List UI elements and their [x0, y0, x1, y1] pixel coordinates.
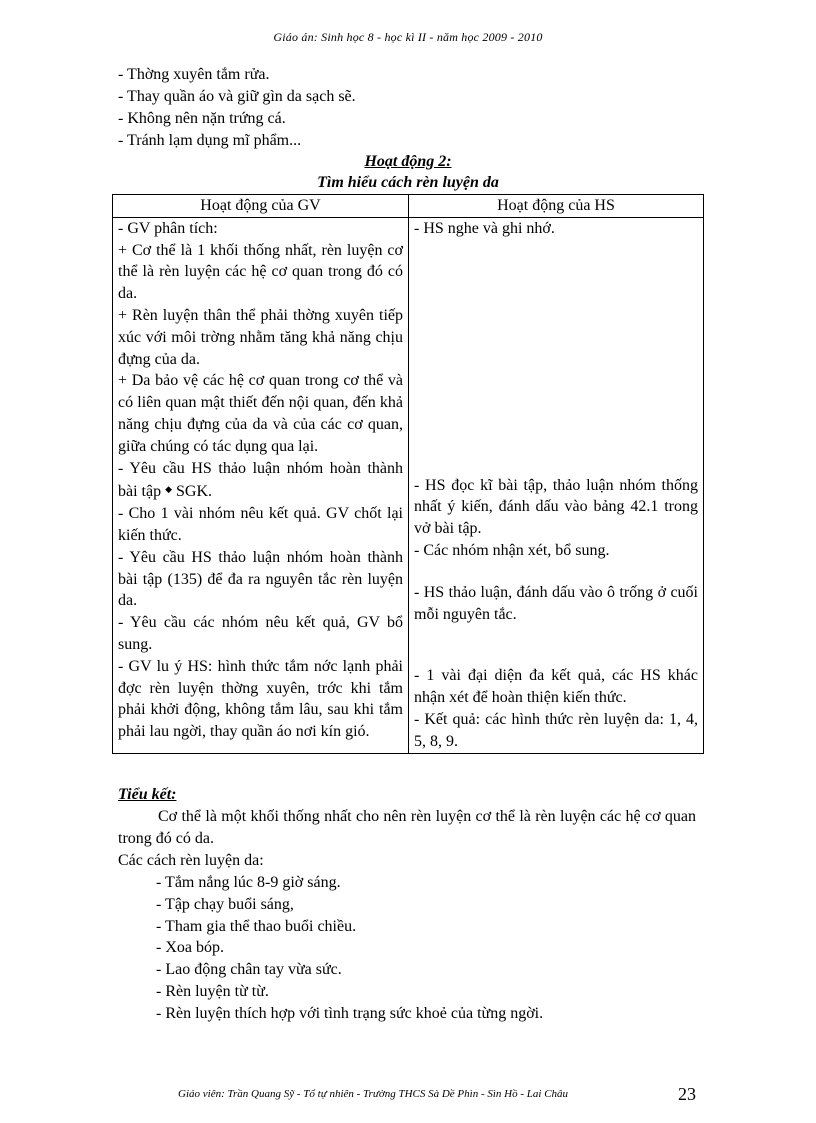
list-item: - Không nên nặn trứng cá. [118, 110, 286, 127]
hs-cell [409, 217, 704, 753]
gv-line-text: - Yêu cầu HS thảo luận nhóm hoàn thành bài tập [118, 459, 403, 501]
activity-table [112, 194, 704, 754]
list-item: - Lao động chân tay vừa sức. [156, 961, 342, 979]
activity-subtitle: Tìm hiểu cách rèn luyện da [317, 174, 499, 191]
table-header-row [113, 195, 704, 218]
hs-line: - 1 vài đại diện đa kết quả, các HS khác nhận xét để hoàn thiện kiến thức. [414, 667, 698, 707]
gv-line [118, 458, 403, 504]
header-hs: Hoạt động của HS [409, 195, 704, 218]
list-item: - Tập chạy buổi sáng, [156, 895, 294, 913]
gv-line: - Yêu cầu HS thảo luận nhóm hoàn thành bài tập (135) để đa ra nguyên tắc rèn luyện da. [118, 548, 403, 610]
hs-line: - HS đọc kĩ bài tập, thảo luận nhóm thống nhất ý kiến, đánh dấu vào bảng 42.1 trong vở bài tập. [414, 476, 698, 538]
hs-line: - Các nhóm nhận xét, bổ sung. [414, 541, 610, 559]
bullet-icon: ◆ [165, 484, 173, 495]
list-item: - Thay quần áo và giữ gìn da sạch sẽ. [118, 88, 356, 105]
gv-line: - GV phân tích: [118, 219, 218, 237]
hs-line: - Kết quả: các hình thức rèn luyện da: 1, 4, 5, 8, 9. [414, 710, 698, 750]
intro-list [118, 64, 356, 152]
list-item: - Xoa bóp. [156, 939, 224, 957]
summary-body [118, 806, 696, 872]
list-item: - Tắm nắng lúc 8-9 giờ sáng. [156, 874, 341, 891]
gv-line-text: SGK. [176, 483, 213, 501]
gv-line: - Yêu cầu các nhóm nêu kết quả, GV bổ sung. [118, 614, 403, 653]
gv-line: + Da bảo vệ các hệ cơ quan trong cơ thể và có liên quan mật thiết đến nội quan, đến khả năng chịu đựng của da và của các cơ quan, giữa chúng có tác dụng qua lại. [118, 372, 403, 455]
methods-intro: Các cách rèn luyện da: [118, 852, 264, 869]
gv-line: - GV lu ý HS: hình thức tắm nớc lạnh phải đợc rèn luyện thờng xuyên, trớc khi tắm phải khởi động, không tắm lâu, sau khi tắm phải lau ngời, thay quần áo nơi kín gió. [118, 657, 403, 741]
list-item: - Thờng xuyên tắm rửa. [118, 66, 270, 83]
page-footer: Giáo viên: Trần Quang Sỹ - Tổ tự nhiên - Trường THCS Sà Dề Phìn - Sìn Hồ - Lai Châu [178, 1088, 569, 1100]
list-item: - Rèn luyện thích hợp với tình trạng sức khoẻ của từng ngời. [156, 1004, 544, 1022]
methods-list [156, 872, 543, 1025]
gv-line: + Cơ thể là 1 khối thống nhất, rèn luyện cơ thể là rèn luyện các hệ cơ quan trong đó có da. [118, 241, 403, 303]
summary-paragraph: Cơ thể là một khối thống nhất cho nên rèn luyện cơ thể là rèn luyện các hệ cơ quan trong đó có da. [118, 808, 696, 847]
hs-line: - HS nghe và ghi nhớ. [414, 219, 555, 237]
page-number: 23 [678, 1084, 696, 1104]
activity-title: Hoạt động 2: [364, 153, 452, 170]
hs-line: - HS thảo luận, đánh dấu vào ô trống ở cuối mỗi nguyên tắc. [414, 583, 698, 623]
list-item: - Rèn luyện từ từ. [156, 982, 269, 1000]
gv-line: - Cho 1 vài nhóm nêu kết quả. GV chốt lại kiến thức. [118, 505, 403, 544]
summary-title: Tiểu kết: [118, 786, 177, 803]
list-item: - Tránh lạm dụng mĩ phẩm... [118, 132, 302, 149]
gv-line: + Rèn luyện thân thể phải thờng xuyên tiếp xúc với môi trờng nhằm tăng khả năng chịu đựng của da. [118, 306, 403, 368]
table-row [113, 217, 704, 753]
gv-cell [113, 217, 409, 753]
page-header: Giáo án: Sinh học 8 - học kì II - năm học 2009 - 2010 [273, 30, 543, 44]
header-gv: Hoạt động của GV [113, 195, 409, 218]
list-item: - Tham gia thể thao buổi chiều. [156, 917, 357, 935]
